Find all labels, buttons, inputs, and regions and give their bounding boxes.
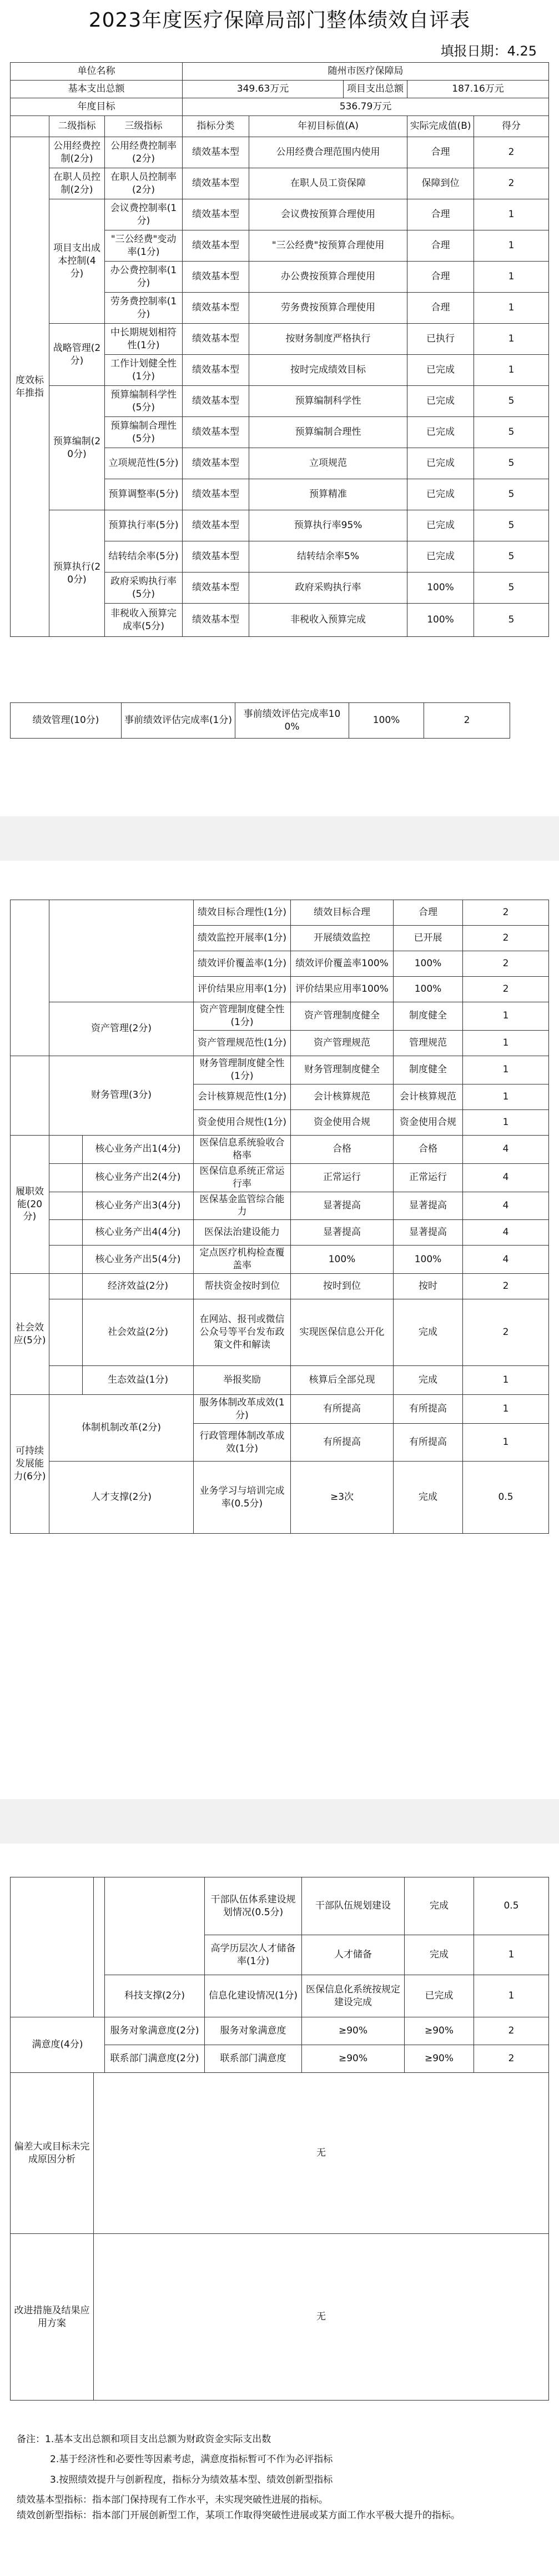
third-indicator: 事前绩效评估完成率(1分): [122, 703, 235, 739]
score: 1: [463, 1056, 549, 1084]
actual: 显著提高: [394, 1192, 463, 1220]
spacer: [49, 1366, 83, 1395]
actual: 保障到位: [407, 168, 474, 199]
improve-value: 无: [94, 2234, 549, 2401]
table-row: [11, 900, 549, 926]
target: 预算编制合理性: [249, 417, 407, 448]
target: 实现医保信息公开化: [291, 1299, 394, 1366]
score: 1: [463, 1030, 549, 1056]
score: 2: [474, 2017, 549, 2045]
score: 5: [474, 541, 549, 573]
table-row: [11, 1462, 549, 1534]
score: 5: [474, 386, 549, 417]
actual: 100%: [394, 1246, 463, 1274]
table-row: [11, 1192, 549, 1220]
third-indicator: 资产管理制度健全性(1分): [194, 1002, 291, 1031]
actual: 已完成: [407, 417, 474, 448]
category: 绩效基本型: [183, 604, 249, 637]
category: 绩效基本型: [183, 168, 249, 199]
score: 1: [474, 1975, 549, 2017]
spacer: [49, 1135, 83, 1163]
second-indicator: 经济效益(2分): [83, 1274, 194, 1299]
target: 开展绩效监控: [291, 926, 394, 951]
second-indicator: 核心业务产出5(4分): [83, 1246, 194, 1274]
first-level-indicator: [11, 1877, 94, 2017]
table-row: [11, 199, 549, 230]
basic-label: 基本支出总额: [11, 81, 183, 98]
third-indicator: 医保信息系统验收合格率: [194, 1135, 291, 1163]
evaluation-table-page1: [10, 62, 549, 637]
annual-label: 年度目标: [11, 98, 183, 116]
page-title: 2023年度医疗保障局部门整体绩效自评表: [88, 9, 471, 32]
note-line: 3.按照绩效提升与创新程度，指标分为绩效基本型、绩效创新型指标: [50, 2474, 333, 2485]
target: 资产管理规范: [291, 1030, 394, 1056]
table-row: [11, 1135, 549, 1163]
table-row: [11, 1246, 549, 1274]
first-level-indicator: 度效标年推指: [11, 137, 49, 637]
project-label: 项目支出总额: [344, 81, 407, 98]
target: 事前绩效评估完成率100%: [235, 703, 349, 739]
actual: 100%: [407, 573, 474, 604]
score: 2: [463, 900, 549, 926]
category: 绩效基本型: [183, 417, 249, 448]
third-indicator: 医保法治建设能力: [194, 1220, 291, 1246]
score: 2: [474, 137, 549, 168]
score: 4: [463, 1246, 549, 1274]
score: 4: [463, 1192, 549, 1220]
score: 1: [474, 293, 549, 324]
third-indicator: 结转结余率(5分): [105, 541, 183, 573]
score: 1: [474, 324, 549, 355]
page-3: [0, 1844, 559, 2576]
score: 2: [474, 168, 549, 199]
target: 合格: [291, 1135, 394, 1163]
third-indicator: 医保信息系统正常运行率: [194, 1163, 291, 1192]
target: ≥90%: [302, 2017, 405, 2045]
evaluation-table-page2: [10, 900, 549, 1534]
annual-value: 536.79万元: [183, 98, 549, 116]
unit-label: 单位名称: [11, 63, 183, 81]
category: 绩效基本型: [183, 541, 249, 573]
actual: 有所提高: [394, 1424, 463, 1462]
actual: 合理: [407, 137, 474, 168]
second-indicator: 核心业务产出2(4分): [83, 1163, 194, 1192]
target: 公用经费合理范围内使用: [249, 137, 407, 168]
second-indicator: 资产管理(2分): [49, 1002, 194, 1056]
target: 预算编制科学性: [249, 386, 407, 417]
col-score: 得分: [474, 116, 549, 137]
deviation-value: 无: [94, 2073, 549, 2234]
score: 1: [463, 1395, 549, 1424]
category: 绩效基本型: [183, 448, 249, 479]
score: 1: [463, 1002, 549, 1031]
third-indicator: 评价结果应用率(1分): [194, 977, 291, 1002]
table-row: [11, 703, 510, 739]
score: 1: [463, 1366, 549, 1395]
actual: 会计核算规范: [394, 1084, 463, 1109]
actual: 完成: [405, 1877, 474, 1935]
col-second: 二级指标: [49, 116, 105, 137]
header-row-annual: [11, 98, 549, 116]
col-target: 年初目标值(A): [249, 116, 407, 137]
actual: 按时: [394, 1274, 463, 1299]
header-row-unit: [11, 63, 549, 81]
second-indicator: [49, 900, 194, 1002]
score: 5: [474, 417, 549, 448]
actual: 完成: [405, 1935, 474, 1975]
actual: 正常运行: [394, 1163, 463, 1192]
actual: 完成: [394, 1462, 463, 1534]
actual: 合理: [407, 293, 474, 324]
score: 5: [474, 604, 549, 637]
spacer: [49, 1192, 83, 1220]
actual: ≥90%: [405, 2017, 474, 2045]
target: 绩效评价覆盖率100%: [291, 951, 394, 977]
second-indicator: 公用经费控制(2分): [49, 137, 105, 168]
target: 资产管理制度健全: [291, 1002, 394, 1031]
category: 绩效基本型: [183, 324, 249, 355]
first-level-indicator: 可持续发展能力(6分): [11, 1395, 49, 1534]
second-indicator: 生态效益(1分): [83, 1366, 194, 1395]
score: 4: [463, 1163, 549, 1192]
table-row: [11, 1366, 549, 1395]
page-gap: [0, 1799, 559, 1844]
actual: 100%: [349, 703, 424, 739]
second-indicator: 核心业务产出1(4分): [83, 1135, 194, 1163]
third-indicator: 公用经费控制率(2分): [105, 137, 183, 168]
note-line: 2.基于经济性和必要性等因素考虑，满意度指标暂可不作为必评指标: [50, 2454, 333, 2465]
third-indicator: 预算执行率(5分): [105, 510, 183, 541]
target: 显著提高: [291, 1192, 394, 1220]
target: 资金使用合规: [291, 1109, 394, 1135]
target: 绩效目标合理: [291, 900, 394, 926]
actual: 合格: [394, 1135, 463, 1163]
note-line: 绩效基本型指标：指本部门保持现有工作水平，未实现突破性进展的指标。: [17, 2494, 328, 2506]
third-indicator: 预算调整率(5分): [105, 479, 183, 510]
actual: 100%: [394, 951, 463, 977]
target: 100%: [291, 1246, 394, 1274]
category: 绩效基本型: [183, 137, 249, 168]
improve-row: [11, 2234, 549, 2401]
second-indicator: 战略管理(2分): [49, 324, 105, 386]
actual: 管理规范: [394, 1030, 463, 1056]
target: 按财务制度严格执行: [249, 324, 407, 355]
deviation-row: [11, 2073, 549, 2234]
third-indicator: 举报奖励: [194, 1366, 291, 1395]
third-indicator: 行政管理体制改革成效(1分): [194, 1424, 291, 1462]
score: 1: [474, 355, 549, 386]
actual: 制度健全: [394, 1002, 463, 1031]
target: 财务管理制度健全: [291, 1056, 394, 1084]
target: 医保信息化系统按规定建设完成: [302, 1975, 405, 2017]
first-level-indicator: 履职效能(20分): [11, 1135, 49, 1274]
target: ≥90%: [302, 2045, 405, 2073]
actual: 已完成: [407, 479, 474, 510]
third-indicator: 联系部门满意度: [205, 2045, 302, 2073]
col-actual: 实际完成值(B): [407, 116, 474, 137]
score: 2: [463, 1274, 549, 1299]
first-level-indicator: 社会效应(5分): [11, 1274, 49, 1395]
third-indicator: 财务管理制度健全性(1分): [194, 1056, 291, 1084]
fill-date: [441, 40, 537, 59]
third-indicator: 会议费控制率(1分): [105, 199, 183, 230]
third-indicator: 帮扶资金按时到位: [194, 1274, 291, 1299]
target: 会议费按预算合理使用: [249, 199, 407, 230]
second-indicator: 核心业务产出4(4分): [83, 1220, 194, 1246]
score: 5: [474, 510, 549, 541]
table-row: [11, 1056, 549, 1084]
second-indicator: 服务对象满意度(2分): [105, 2017, 205, 2045]
third-indicator: 绩效监控开展率(1分): [194, 926, 291, 951]
spacer: [49, 1220, 83, 1246]
second-indicator: 社会效益(2分): [83, 1299, 194, 1366]
spacer: [49, 1163, 83, 1192]
improve-label: 改进措施及结果应用方案: [11, 2234, 94, 2401]
col-category: 指标分类: [183, 116, 249, 137]
table-row: [11, 2017, 549, 2045]
second-indicator: 财务管理(3分): [49, 1056, 194, 1135]
evaluation-table-page3: [10, 1877, 549, 2401]
target: 有所提高: [291, 1395, 394, 1424]
target: 评价结果应用率100%: [291, 977, 394, 1002]
actual: 合理: [407, 199, 474, 230]
unit-value: 随州市医疗保障局: [183, 63, 549, 81]
target: 预算精准: [249, 479, 407, 510]
table-row: [11, 1220, 549, 1246]
score: 2: [463, 951, 549, 977]
third-indicator: 预算编制科学性(5分): [105, 386, 183, 417]
score: 1: [463, 1109, 549, 1135]
first-level-indicator: [11, 1056, 49, 1135]
third-indicator: 业务学习与培训完成率(0.5分): [194, 1462, 291, 1534]
score: 4: [463, 1220, 549, 1246]
actual: 100%: [394, 977, 463, 1002]
second-indicator: 项目支出成本控制(4分): [49, 199, 105, 324]
actual: 合理: [407, 262, 474, 293]
score: 2: [463, 977, 549, 1002]
col-third: 三级指标: [105, 116, 183, 137]
target: 按时到位: [291, 1274, 394, 1299]
third-indicator: 资金使用合规性(1分): [194, 1109, 291, 1135]
spacer: [49, 1274, 83, 1299]
target: ≥3次: [291, 1462, 394, 1534]
table-row: [11, 386, 549, 417]
target: 非税收入预算完成: [249, 604, 407, 637]
second-indicator: 联系部门满意度(2分): [105, 2045, 205, 2073]
note-line: 备注：1.基本支出总额和项目支出总额为财政资金实际支出数: [17, 2434, 271, 2445]
third-indicator: 劳务费控制率(1分): [105, 293, 183, 324]
actual: 已完成: [407, 510, 474, 541]
category: 绩效基本型: [183, 355, 249, 386]
deviation-label: 偏差大或目标未完成原因分析: [11, 2073, 94, 2234]
actual: 合理: [394, 900, 463, 926]
table-row: [11, 1274, 549, 1299]
actual: 已完成: [405, 1975, 474, 2017]
score: 0.5: [463, 1462, 549, 1534]
table-row: [11, 137, 549, 168]
target: 在职人员工资保障: [249, 168, 407, 199]
third-indicator: 信息化建设情况(1分): [205, 1975, 302, 2017]
second-indicator: 预算执行(20分): [49, 510, 105, 637]
target: 干部队伍规划建设: [302, 1877, 405, 1935]
second-indicator: 体制机制改革(2分): [49, 1395, 194, 1462]
target: 劳务费按预算合理使用: [249, 293, 407, 324]
category: 绩效基本型: [183, 293, 249, 324]
target: 核算后全部兑现: [291, 1366, 394, 1395]
category: 绩效基本型: [183, 510, 249, 541]
table-row: [11, 1877, 549, 1935]
third-indicator: 高学历层次人才储备率(1分): [205, 1935, 302, 1975]
column-header-row: [11, 116, 549, 137]
col-blank: [11, 116, 49, 137]
third-indicator: 绩效目标合理性(1分): [194, 900, 291, 926]
third-indicator: 会计核算规范性(1分): [194, 1084, 291, 1109]
target: 有所提高: [291, 1424, 394, 1462]
third-indicator: 医保基金监管综合能力: [194, 1192, 291, 1220]
third-indicator: 非税收入预算完成率(5分): [105, 604, 183, 637]
target: 办公费按预算合理使用: [249, 262, 407, 293]
project-value: 187.16万元: [407, 81, 549, 98]
third-indicator: 工作计划健全性(1分): [105, 355, 183, 386]
score: 1: [463, 1084, 549, 1109]
score: 2: [463, 1299, 549, 1366]
table-row: [11, 324, 549, 355]
score: 4: [463, 1135, 549, 1163]
third-indicator: 预算编制合理性(5分): [105, 417, 183, 448]
score: 1: [474, 262, 549, 293]
third-indicator: 绩效评价覆盖率(1分): [194, 951, 291, 977]
first-level-indicator: [11, 900, 49, 1056]
category: 绩效基本型: [183, 199, 249, 230]
third-indicator: 服务对象满意度: [205, 2017, 302, 2045]
actual: 100%: [407, 604, 474, 637]
score: 5: [474, 479, 549, 510]
score: 5: [474, 448, 549, 479]
second-indicator: 人才支撑(2分): [49, 1462, 194, 1534]
category: 绩效基本型: [183, 262, 249, 293]
target: 按时完成绩效目标: [249, 355, 407, 386]
target: 预算执行率95%: [249, 510, 407, 541]
target: "三公经费"按预算合理使用: [249, 230, 407, 262]
target: 人才储备: [302, 1935, 405, 1975]
score: 1: [474, 199, 549, 230]
third-indicator: 定点医疗机构检查覆盖率: [194, 1246, 291, 1274]
actual: 已完成: [407, 448, 474, 479]
target: 会计核算规范: [291, 1084, 394, 1109]
note-line: 绩效创新型指标：指本部门开展创新型工作，某项工作取得突破性进展或某方面工作水平极大提升的指标。: [17, 2510, 460, 2522]
second-indicator: 绩效管理(10分): [11, 703, 122, 739]
target: 显著提高: [291, 1220, 394, 1246]
score: 1: [474, 1935, 549, 1975]
table-row: [11, 1299, 549, 1366]
actual: 制度健全: [394, 1056, 463, 1084]
third-indicator: "三公经费"变动率(1分): [105, 230, 183, 262]
actual: 完成: [394, 1299, 463, 1366]
table-row: [11, 168, 549, 199]
score: 2: [424, 703, 510, 739]
second-indicator: 在职人员控制(2分): [49, 168, 105, 199]
fill-date-label: 填报日期：: [440, 43, 507, 59]
actual: 已完成: [407, 355, 474, 386]
notes: [17, 2432, 544, 2529]
page-gap: [0, 816, 559, 861]
spacer: [49, 1299, 83, 1366]
fill-date-value: 4.25: [507, 43, 537, 59]
third-indicator: 在网站、报刊或微信公众号等平台发布政策文件和解读: [194, 1299, 291, 1366]
spacer: [94, 1877, 105, 2017]
target: 结转结余率5%: [249, 541, 407, 573]
actual: 显著提高: [394, 1220, 463, 1246]
score: 5: [474, 573, 549, 604]
target: 政府采购执行率: [249, 573, 407, 604]
third-indicator: 中长期规划相符性(1分): [105, 324, 183, 355]
third-indicator: 办公费控制率(1分): [105, 262, 183, 293]
page-2: [0, 861, 559, 1799]
basic-value: 349.63万元: [183, 81, 344, 98]
target: 立项规范: [249, 448, 407, 479]
table-row: [11, 510, 549, 541]
actual: 有所提高: [394, 1395, 463, 1424]
header-row-expense: [11, 81, 549, 98]
table-row: [11, 1163, 549, 1192]
category: 绩效基本型: [183, 386, 249, 417]
third-indicator: 立项规范性(5分): [105, 448, 183, 479]
third-indicator: 服务体制改革成效(1分): [194, 1395, 291, 1424]
score: 1: [463, 1424, 549, 1462]
target: 正常运行: [291, 1163, 394, 1192]
score: 0.5: [474, 1877, 549, 1935]
spacer: [49, 1246, 83, 1274]
category: 绩效基本型: [183, 573, 249, 604]
score: 1: [474, 230, 549, 262]
performance-management-row: [10, 702, 510, 739]
second-indicator: 科技支撑(2分): [105, 1975, 205, 2017]
category: 绩效基本型: [183, 479, 249, 510]
first-level-indicator: 满意度(4分): [11, 2017, 105, 2073]
actual: 合理: [407, 230, 474, 262]
table-row: [11, 1002, 549, 1031]
third-indicator: 政府采购执行率(5分): [105, 573, 183, 604]
third-indicator: 资产管理规范性(1分): [194, 1030, 291, 1056]
second-indicator: 预算编制(20分): [49, 386, 105, 510]
third-indicator: 在职人员控制率(2分): [105, 168, 183, 199]
actual: 完成: [394, 1366, 463, 1395]
actual: 已执行: [407, 324, 474, 355]
score: 2: [474, 2045, 549, 2073]
actual: ≥90%: [405, 2045, 474, 2073]
table-row: [11, 1395, 549, 1424]
actual: 资金使用合规: [394, 1109, 463, 1135]
category: 绩效基本型: [183, 230, 249, 262]
actual: 已完成: [407, 386, 474, 417]
second-indicator: [105, 1877, 205, 1975]
score: 2: [463, 926, 549, 951]
actual: 已完成: [407, 541, 474, 573]
third-indicator: 干部队伍体系建设规划情况(0.5分): [205, 1877, 302, 1935]
actual: 已开展: [394, 926, 463, 951]
second-indicator: 核心业务产出3(4分): [83, 1192, 194, 1220]
